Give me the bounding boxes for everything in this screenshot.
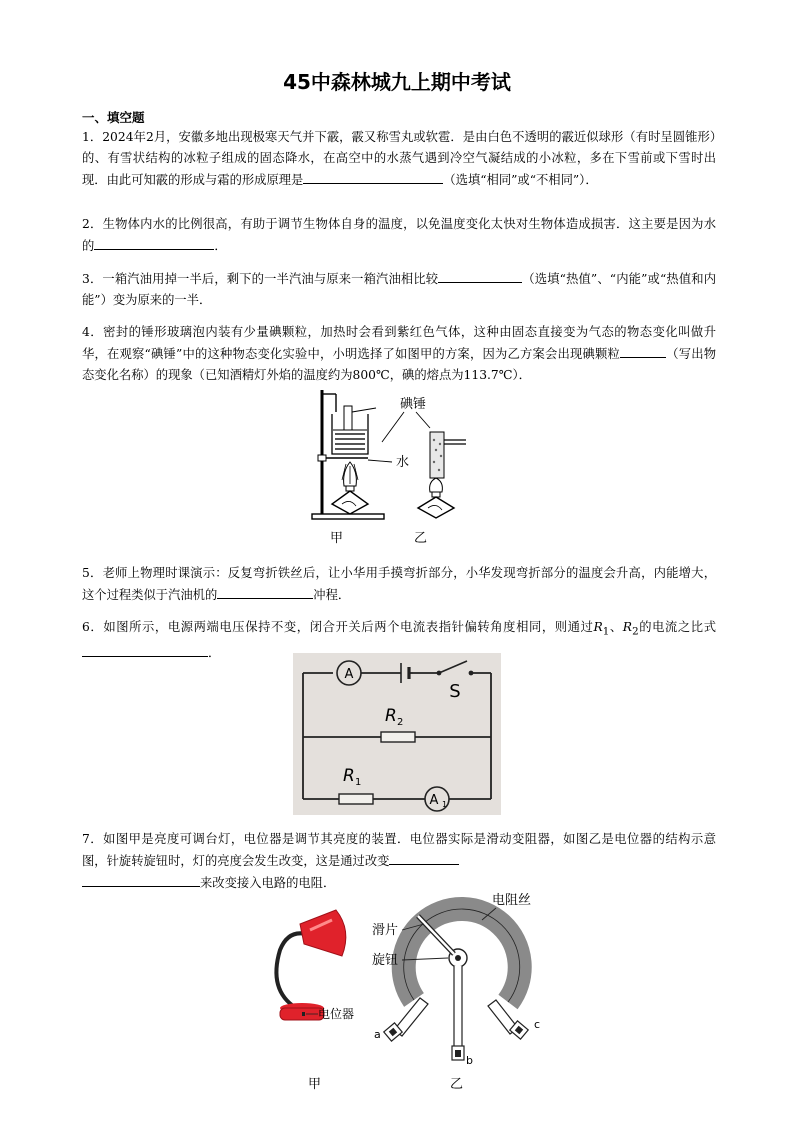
switch-label: S xyxy=(449,681,461,702)
label-iodine-hammer: 碘锤 xyxy=(400,397,427,412)
r1-subscript: 1 xyxy=(602,625,610,638)
terminal-b-label: b xyxy=(466,1054,473,1067)
answer-blank-7b[interactable] xyxy=(82,872,200,887)
label-jia-lamp: 甲 xyxy=(308,1077,322,1092)
question-1-text: 1．2024年2月，安徽多地出现极寒天气并下霰，霰又称雪丸或软雹．是由白色不透明的霰近似球形（有时呈圆锥形）的、有雪状结构的冰粒子组成的固态降水，在高空中的水蒸气遇到冷空气凝结成的小冰粒，多在下雪前或下雪时出现．由此可知霰的形成与霜的形成原理是 xyxy=(82,130,716,187)
question-4-text: 4．密封的锤形玻璃泡内装有少量碘颗粒，加热时会看到紫红色气体，这种由固态直接变为气态的物态变化叫做升华，在观察“碘锤”中的这种物态变化实验中，小明选择了如图甲的方案，因为乙方案会出现碘颗粒 xyxy=(82,325,716,361)
question-3-text-end: （选填“热值”、“内能”或“热值和内能”）变为原来的一半． xyxy=(82,272,716,307)
label-water: 水 xyxy=(396,455,410,470)
label-jia: 甲 xyxy=(330,531,344,546)
question-4 xyxy=(82,322,716,386)
answer-blank-3[interactable] xyxy=(438,268,522,283)
r1-label-sub: 1 xyxy=(355,777,362,788)
question-3 xyxy=(82,268,716,311)
answer-blank-4[interactable] xyxy=(620,343,666,358)
section-heading: 一、填空题 xyxy=(82,110,145,125)
label-potentiometer: 电位器 xyxy=(318,1007,355,1021)
figure-potentiometer xyxy=(244,880,564,1096)
question-1 xyxy=(82,127,716,191)
question-1-text-end: （选填“相同”或“不相同”）． xyxy=(443,173,598,187)
label-yi: 乙 xyxy=(414,531,428,546)
label-slider: 滑片 xyxy=(372,923,399,938)
question-2 xyxy=(82,214,716,257)
answer-blank-7a[interactable] xyxy=(389,850,459,865)
label-knob: 旋钮 xyxy=(372,953,399,968)
r2-label-sub: 2 xyxy=(397,717,404,728)
terminal-c-label: c xyxy=(534,1018,541,1031)
question-7-text-end: 来改变接入电路的电阻． xyxy=(200,876,336,890)
ammeter-a-label: A xyxy=(344,667,354,682)
terminal-a-label: a xyxy=(374,1028,381,1041)
r2-subscript: 2 xyxy=(632,625,639,638)
label-yi-pot: 乙 xyxy=(450,1077,464,1092)
question-5-text-end: 冲程． xyxy=(313,588,351,602)
r2-symbol: R xyxy=(622,620,633,634)
question-7-text: 7．如图甲是亮度可调台灯，电位器是调节其亮度的装置．电位器实际是滑动变阻器，如图乙是电位器的结构示意图，针旋转旋钮时，灯的亮度会发生改变，这是通过改变 xyxy=(82,832,716,868)
answer-blank-1[interactable] xyxy=(303,169,443,184)
answer-blank-2[interactable] xyxy=(94,235,214,250)
label-resistance-wire: 电阻丝 xyxy=(492,893,532,908)
question-6-text: 6．如图所示，电源两端电压保持不变，闭合开关后两个电流表指针偏转角度相同，则通过 xyxy=(82,620,594,634)
question-4-text-end: （写出物态变化名称）的现象（已知酒精灯外焰的温度约为800℃，碘的熔点为113.7℃）． xyxy=(82,347,716,382)
r2-label: R xyxy=(385,706,397,726)
question-5-text: 5．老师上物理时课演示：反复弯折铁丝后，让小华用手摸弯折部分，小华发现弯折部分的温度会升高，内能增大，这个过程类似于汽油机的 xyxy=(82,566,716,602)
question-6-text-mid: 的电流之比式 xyxy=(638,620,716,634)
question-5 xyxy=(82,563,716,606)
question-2-text-end: ． xyxy=(214,239,227,253)
question-2-text: 2．生物体内水的比例很高，有助于调节生物体自身的温度，以免温度变化太快对生物体造成损害．这主要是因为水的 xyxy=(82,217,716,253)
figure-circuit xyxy=(293,653,501,815)
r1-label: R xyxy=(343,766,355,786)
question-6-text-end: ． xyxy=(208,646,221,661)
question-3-text: 3．一箱汽油用掉一半后，剩下的一半汽油与原来一箱汽油相比较 xyxy=(82,272,439,286)
figure-iodine-hammer xyxy=(306,386,486,550)
ammeter-a1-label: A xyxy=(429,793,439,808)
answer-blank-5[interactable] xyxy=(217,584,313,599)
page-title: 45中森林城九上期中考试 xyxy=(283,70,511,94)
separator: 、 xyxy=(609,620,623,634)
ammeter-a1-sub: 1 xyxy=(442,800,448,809)
r1-symbol: R xyxy=(593,620,603,634)
answer-blank-6[interactable] xyxy=(82,642,208,657)
